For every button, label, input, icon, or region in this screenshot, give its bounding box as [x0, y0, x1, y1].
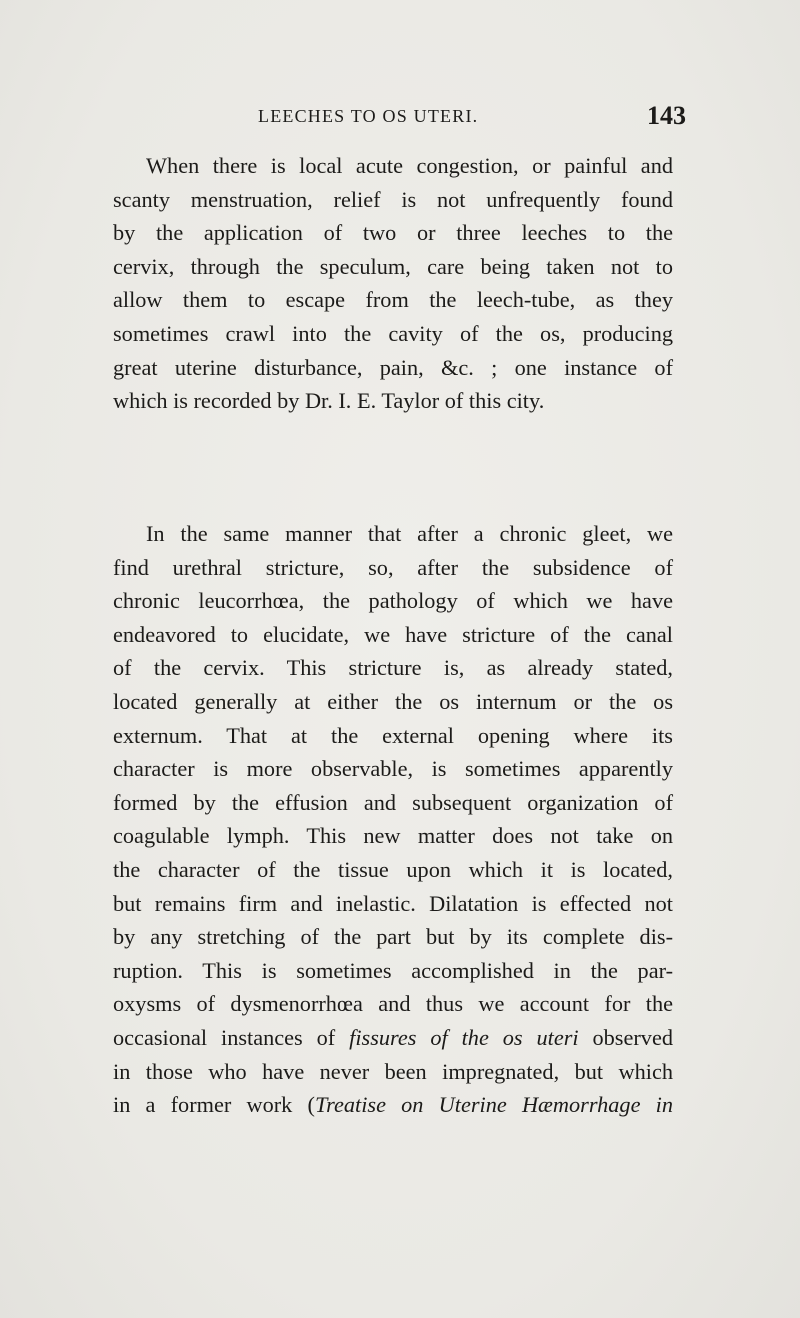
- page-number: 143: [647, 101, 686, 130]
- text-line: externum. That at the external opening where its: [113, 722, 673, 748]
- text-line: ruption. This is sometimes accomplished in the par-: [113, 957, 673, 983]
- text-line: find urethral stricture, so, after the subsidence of: [113, 554, 673, 580]
- text-line: located generally at either the os internum or the os: [113, 688, 673, 714]
- paragraph-2: [113, 517, 673, 1122]
- text-line: formed by the effusion and subsequent organization of: [113, 789, 673, 815]
- text-fragment: in a former work (: [113, 1092, 315, 1118]
- text-line: [113, 1021, 673, 1055]
- text-line: in those who have never been impregnated, but which: [113, 1058, 673, 1084]
- text-line: oxysms of dysmenorrhœa and thus we account for the: [113, 991, 673, 1017]
- paragraph-1: [113, 149, 673, 418]
- text-line: scanty menstruation, relief is not unfrequently found: [113, 186, 673, 212]
- text-line: by the application of two or three leeches to the: [113, 220, 673, 246]
- text-line: the character of the tissue upon which it is located,: [113, 856, 673, 882]
- text-line: When there is local acute congestion, or painful and: [146, 153, 673, 178]
- text-line: which is recorded by Dr. I. E. Taylor of this city.: [113, 388, 545, 414]
- running-head: LEECHES TO OS UTERI.: [258, 106, 479, 126]
- text-line: chronic leucorrhœa, the pathology of which we have: [113, 588, 673, 614]
- text-line: sometimes crawl into the cavity of the os, producing: [113, 320, 673, 346]
- text-fragment: occasional instances of: [113, 1024, 350, 1050]
- text-line: In the same manner that after a chronic gleet, we: [146, 521, 673, 546]
- text-line: allow them to escape from the leech-tube, as they: [113, 287, 673, 313]
- text-line: but remains firm and inelastic. Dilatation is effected not: [113, 890, 673, 916]
- text-line: cervix, through the speculum, care being taken not to: [113, 253, 673, 279]
- text-line: by any stretching of the part but by its complete dis-: [113, 924, 673, 950]
- text-fragment: observed: [578, 1024, 673, 1050]
- italic-phrase: fissures of the os uteri: [349, 1024, 579, 1050]
- text-line: great uterine disturbance, pain, &c. ; one instance of: [113, 354, 673, 380]
- text-line: of the cervix. This stricture is, as already stated,: [113, 655, 673, 681]
- text-line: character is more observable, is sometimes apparently: [113, 756, 673, 782]
- text-line: [113, 1088, 673, 1122]
- text-line: endeavored to elucidate, we have stricture of the canal: [113, 621, 673, 647]
- italic-book-title: Treatise on Uterine Hæmorrhage in: [314, 1092, 674, 1118]
- text-line: coagulable lymph. This new matter does not take on: [113, 823, 673, 849]
